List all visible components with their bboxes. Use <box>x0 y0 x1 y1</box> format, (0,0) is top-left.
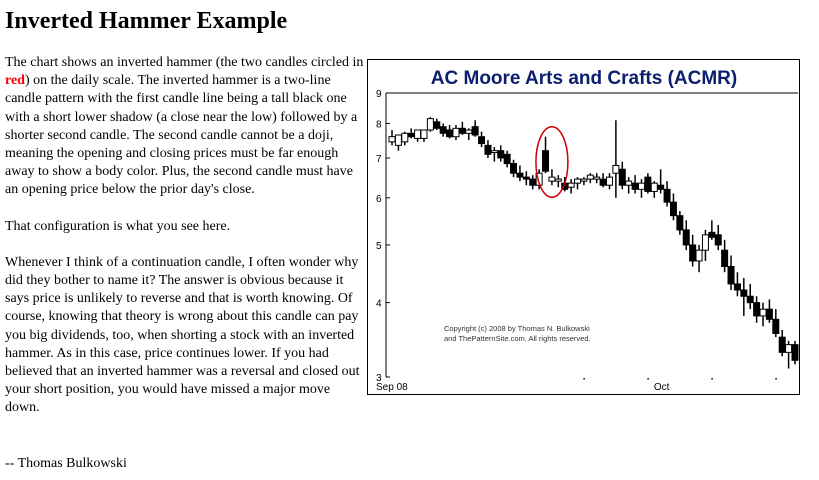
y-tick-label: 7 <box>376 153 382 165</box>
y-tick-label: 8 <box>376 119 382 131</box>
chart-title: AC Moore Arts and Crafts (ACMR) <box>430 68 738 89</box>
article-body <box>5 54 815 436</box>
paragraph-3: Whenever I think of a continuation candle, I often wonder why did they bother to name it? The answer is obvious because it says price is unlikely to reverse and that is worth knowing. Of course, knowing that theory is wrong about this candle can pay you big dividends, too, when shorting a stock with an inverted hammer. As in this case, price continues lower. If you had believed that an inverted hammer was a reversal and closed out your short position, you would have missed a major move down. <box>5 254 360 416</box>
chart-float-spacer <box>367 54 815 399</box>
signature: -- Thomas Bulkowski <box>5 456 127 471</box>
chart-copyright: Copyright (c) 2008 by Thomas N. Bulkowski <box>444 324 590 333</box>
y-tick-label: 4 <box>376 298 382 310</box>
y-tick-label: 5 <box>376 240 382 252</box>
paragraph-1-part-a: The chart shows an inverted hammer (the two candles circled in <box>5 55 364 70</box>
paragraph-1-part-b: ) on the daily scale. The inverted hammer is a two-line candle pattern with the first candle line being a tall black one with a short lower shadow (a close near the low) followed by a shorter second candle. The second candle cannot be a doji, meaning the opening and closing prices must be far enough away to show a body color. Plus, the second candle must have an opening price below the prior day's close. <box>5 73 358 198</box>
chart-copyright: and ThePatternSite.com. All rights reserved. <box>444 334 591 343</box>
x-tick-label: Sep 08 <box>376 382 408 393</box>
paragraph-2: That configuration is what you see here. <box>5 218 231 234</box>
page-title: Inverted Hammer Example <box>5 8 288 34</box>
y-tick-label: 9 <box>376 89 382 100</box>
x-tick-label: Oct <box>653 382 670 393</box>
y-tick-label: 6 <box>376 193 382 205</box>
red-word: red <box>5 73 25 89</box>
y-tick-label: 3 <box>376 373 382 384</box>
